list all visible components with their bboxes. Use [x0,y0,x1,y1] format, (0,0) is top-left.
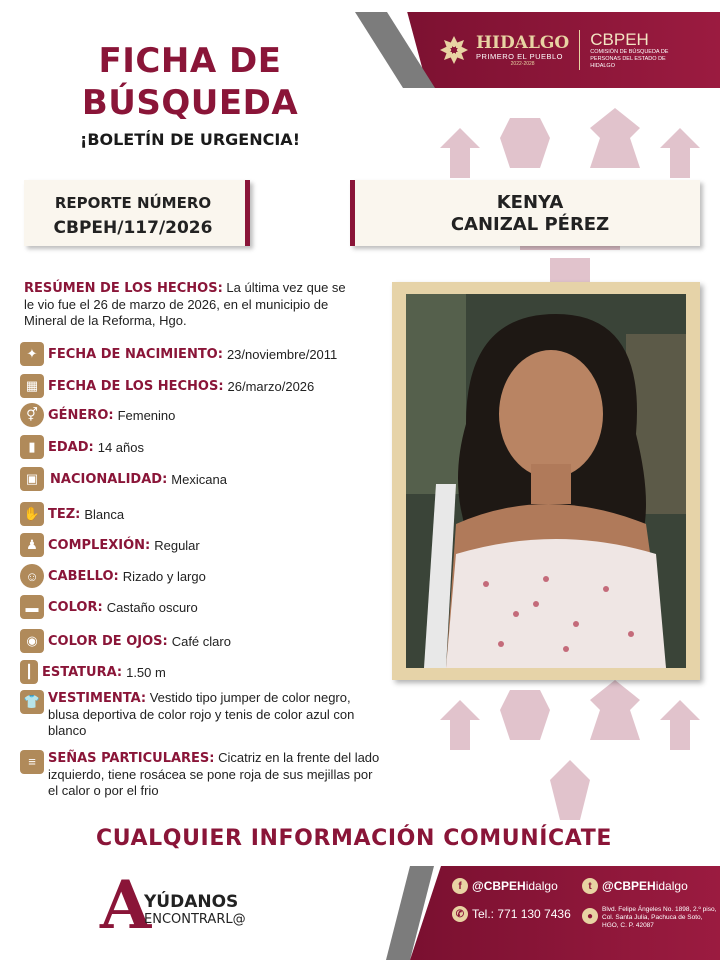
field-value: 23/noviembre/2011 [226,346,338,362]
person-name [360,192,700,236]
age-icon: ▮ [20,435,44,459]
cbpeh-full-name: COMISIÓN DE BÚSQUEDA DE PERSONAS DEL ESTADO DE HIDALGO [590,48,669,69]
decorative-pattern-bottom [420,660,720,840]
title-line-1: FICHA DE [98,41,282,81]
field-marks [20,750,380,799]
field-value: Café claro [171,633,231,649]
field-value: Castaño oscuro [106,599,198,615]
header-banner [380,12,720,88]
field-label: COLOR: [48,599,103,615]
field-label: COMPLEXIÓN: [48,537,151,553]
cbpeh-logo [590,31,670,70]
urgency-subtitle: ¡BOLETÍN DE URGENCIA! [80,130,300,149]
clothing-text [20,690,380,739]
field-label: VESTIMENTA: [48,691,147,706]
field-value: Vestido tipo jumper de color negro, blusa deportiva de color rojo y tenis de color azul con blanco [48,690,355,738]
field-height [20,660,166,684]
field-birth-date [20,342,337,366]
twitter-icon: t [582,878,598,894]
marks-text [20,750,380,799]
body-icon: ♟ [20,533,44,557]
title-line-2: BÚSQUEDA [81,83,299,123]
cake-icon: ✦ [20,342,44,366]
phone-number: Tel.: 771 130 7436 [472,907,571,921]
facebook-link[interactable] [452,878,558,894]
field-value: Rizado y largo [122,568,206,584]
cbpeh-acronym: CBPEH [590,29,649,49]
field-label: SEÑAS PARTICULARES: [48,751,215,766]
report-number: CBPEH/117/2026 [53,218,213,238]
field-value: Regular [154,537,200,553]
field-value: 1.50 m [126,664,166,680]
field-event-date [20,374,314,398]
field-hair [20,564,206,588]
ayudanos-line2: ENCONTRARL@ [144,912,246,927]
field-build [20,533,200,557]
twitter-handle-bold: @CBPEH [602,879,656,893]
ayudanos-big-letter: A [100,866,152,944]
field-label: CABELLO: [48,568,119,584]
field-label: FECHA DE LOS HECHOS: [48,378,224,394]
hidalgo-wordmark [476,34,569,67]
hair-color-icon: ▬ [20,595,44,619]
field-label: EDAD: [48,439,94,455]
eye-icon: ◉ [20,629,44,653]
field-label: ESTATURA: [42,664,123,680]
location-icon: ● [582,908,598,924]
field-label: FECHA DE NACIMIENTO: [48,346,223,362]
field-hair-color [20,595,198,619]
shirt-icon: 👕 [20,690,44,714]
flower-icon [438,34,470,66]
report-label: REPORTE NÚMERO [54,194,212,212]
field-label: NACIONALIDAD: [50,471,168,487]
hidalgo-years: 2022-2028 [510,60,535,67]
cta-heading: CUALQUIER INFORMACIÓN COMUNÍCATE [96,826,612,851]
hidalgo-name: HIDALGO [476,32,570,53]
photo-illustration [406,294,686,668]
field-value: Cicatriz en la frente del lado izquierdo, tiene rosácea se pone roja de sus mejillas por el calor o por el frio [48,750,380,798]
id-card-icon: ▣ [20,467,44,491]
facebook-handle-rest: idalgo [525,879,558,893]
field-gender [20,403,175,427]
field-value: Blanca [84,506,125,522]
address: Blvd. Felipe Ángeles No. 1898, 2.º piso, Col. Santa Julia, Pachuca de Soto, HGO, C. P. 42087 [602,906,717,929]
hidalgo-slogan: PRIMERO EL PUEBLO [476,51,563,61]
marks-icon: ≡ [20,750,44,774]
name-card [350,180,700,246]
facebook-icon: f [452,878,468,894]
hidalgo-logo [438,30,670,70]
field-label: TEZ: [48,506,81,522]
calendar-icon: ▦ [20,374,44,398]
field-age [20,435,144,459]
field-clothing [20,690,380,739]
report-card-accent [245,180,250,246]
title-block [40,40,340,149]
summary-label: RESÚMEN DE LOS HECHOS: [24,281,223,296]
twitter-link[interactable] [582,878,688,894]
field-label: COLOR DE OJOS: [48,633,168,649]
field-value: 26/marzo/2026 [227,378,315,394]
field-value: 14 años [97,439,144,455]
hair-icon: ☺ [20,564,44,588]
twitter-handle-rest: idalgo [655,879,688,893]
field-nationality [20,467,227,491]
person-photo [406,294,686,668]
gender-icon: ⚥ [20,403,44,427]
field-skin [20,502,124,526]
skin-icon: ✋ [20,502,44,526]
report-card [24,180,250,246]
summary [24,280,354,329]
ruler-icon: ┃ [20,660,38,684]
ayudanos-line1: YÚDANOS [144,892,239,912]
phone-link[interactable] [452,906,571,922]
logo-divider [579,30,580,70]
field-value: Mexicana [171,471,227,487]
field-eye-color [20,629,231,653]
name-card-accent [350,180,355,246]
summary-text: La última vez que se le vio fue el 26 de marzo de 2026, en el municipio de Mineral de la Reforma, Hgo. [24,280,346,328]
person-first-name: KENYA [496,192,564,213]
person-last-name: CANIZAL PÉREZ [450,214,610,235]
photo-frame [392,282,700,680]
phone-icon: ✆ [452,906,468,922]
facebook-handle-bold: @CBPEH [472,879,526,893]
field-label: GÉNERO: [48,407,114,423]
field-value: Femenino [117,407,176,423]
